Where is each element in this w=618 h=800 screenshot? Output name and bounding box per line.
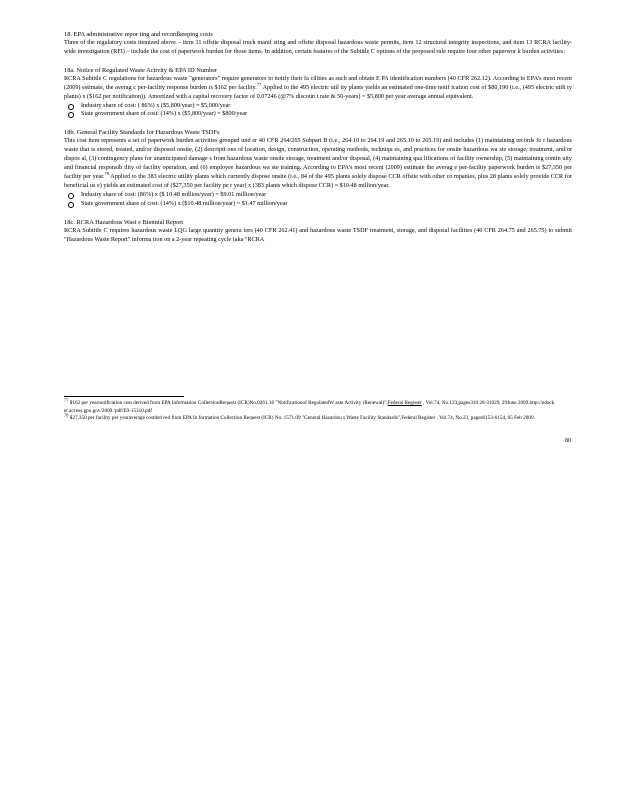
section-18c-heading: 18c. RCRA Hazardous Wast e Biennial Report [64,218,184,226]
section-18c-body: RCRA Subtitle C requires hazardous waste LQG large quantity genera tors (40 CFR 262.41) and hazardous waste TSDF treatment, storage, and disposal facilities (40 CFR 264.75 and 265.75) to submit "Hazardous Waste Report" informa tion on a 2-year repeating cycle (aka "RCRA [64,226,572,243]
footnote-77-text-2: , Vol.74, No.123,pages310 28-31029, 29June 2009.http://edock et.access.gpo.gov/2009 /pdf/E9-15310.pdf [64,400,555,414]
federal-register-link[interactable]: Federal Register [387,400,422,406]
section-18b-body-text-2: Applied to the 383 electric utility plants which currently dispose onsite (i.e., 84 of the 495 plants solely dispose CCR offsite with other co mpanies, plus 28 plants solely provide CCR for beneficial us e) yields an estimated cost of ($27,350 per facility pe r year) x (383 plants which dispose CCR) = $10.48 million/year. [64,172,572,189]
section-18b-body-text: This cost item represents a set of paperwork burden activities grouped und er 40 CFR 264/265 Subpart B (i.e., 264.10 to 264.19 and 265.10 to 265.19) and includes (1) maintaining records fo r hazardous waste that is stored, treated, and/or disposed onsite, (2) descripti ons of location, design, construction, operating methods, techniqu es, and practices for onsite hazardous wa ste storage, treatment, and/or dispos al, (3) contingency plans for unanticipated damage s from hazardous waste onsite storage, treatment and/or disposal, (4) maintaining qua lifications of facility ownership, (5) maintaining contin uity and financial responsib ility of facility operation, and (6) employee hazardous wa ste training. According to EPA's most recent (2009) estimate the averag e per-facility paperwork burden is $27,350 per facility per year. [64,137,572,180]
footnote-ref-78[interactable]: 78 [104,170,109,176]
bullet-18b-state [68,200,572,209]
footnote-divider [64,396,184,397]
bullet-18a-state [68,110,572,119]
footnote-ref-77[interactable]: 77 [256,81,262,87]
bullet-circle-icon [68,112,74,118]
section-18-heading: 18. EPA administrative repor ting and recordkeeping costs [64,31,213,38]
page-number: 80 [565,438,571,444]
bullet-circle-icon [68,104,74,110]
footnote-77 [64,397,572,418]
document-page [64,30,572,244]
bullet-circle-icon [68,193,74,199]
bullet-18a-industry [68,102,572,111]
bullet-text: Industry share of cost: (86%) x ($ 10.48 million/year) = $9.01 million/year [81,190,267,198]
bullet-text: Industry share of cost: ( 86%) x ($5,800/year) = $5,000/year [81,101,231,109]
bullet-text: State government share of cost: (14%) x ($10.48 million/year) = $1.47 million/year [81,199,288,207]
section-18a-body-text-2: Applied to the 495 electric util ity plants yields an estimated one-time notif ication cost of $80,190 (i.e., (495 electric utili ty plants) x ($162 per notification)). Amortized with a capital recovery factor of 0.07246 (@7% discoun t rate & 50-years) = $5,800 per year average annual equivalent. [64,83,572,100]
section-18b-heading: 18b. General Facility Standards for Hazardous Waste TSDFs [64,129,220,137]
footnote-mark-77: 77 [64,397,69,403]
footnote-mark-78: 78 [64,412,69,418]
section-18-body: Three of the regulatory costs itemized above – item 11 offsite disposal truck manif sting and offsite disposal hazardous waste permits, item 12 structural integrity inspections, and item 13 RCRA facility-wide investigation (RFI) – include the cost of paperwork burden for those items. In addition, certain features of the Subtitle C options of the proposed rule require four other paperwor k burden activities: [64,39,572,55]
footnote-78 [64,412,572,423]
bullet-18b-industry [68,191,572,200]
footnote-78-text: $27,350 per facility per yearaverage costderived from EPA In formation Collection Request (ICR) No. 1571.09 "General Hazardou s Waste Facility Standards",Federal Register , Vol.74, No.23, pages6153-6154, 05 Feb 2009. [68,415,535,422]
section-18b-body [64,137,572,190]
bullet-circle-icon [68,202,74,208]
section-18a-body [64,75,572,102]
footnote-77-text: $162 per yearnotification cost derived from EPA Information CollectionRequest (ICR)No.0261.16 "Notificationof RegulatedW aste Activity (Renewal)", [68,400,388,406]
section-18a-heading: 18a. Notice of Regulated Waste Activity & EPA ID Number [64,66,218,74]
bullet-text: State government share of cost: (14%) x ($5,800/year) = $800/year [81,110,248,118]
section-18a-body-text: RCRA Subtitle C regulations for hazardous waste "generators" require generators to notify their fa cilities as such and obtain E PA identification numbers (40 CFR 262.12). According to EPA's most recent (2009) estimate, the averag c per-facility response burden is $162 per facility. [64,74,572,91]
footnotes [64,397,572,423]
